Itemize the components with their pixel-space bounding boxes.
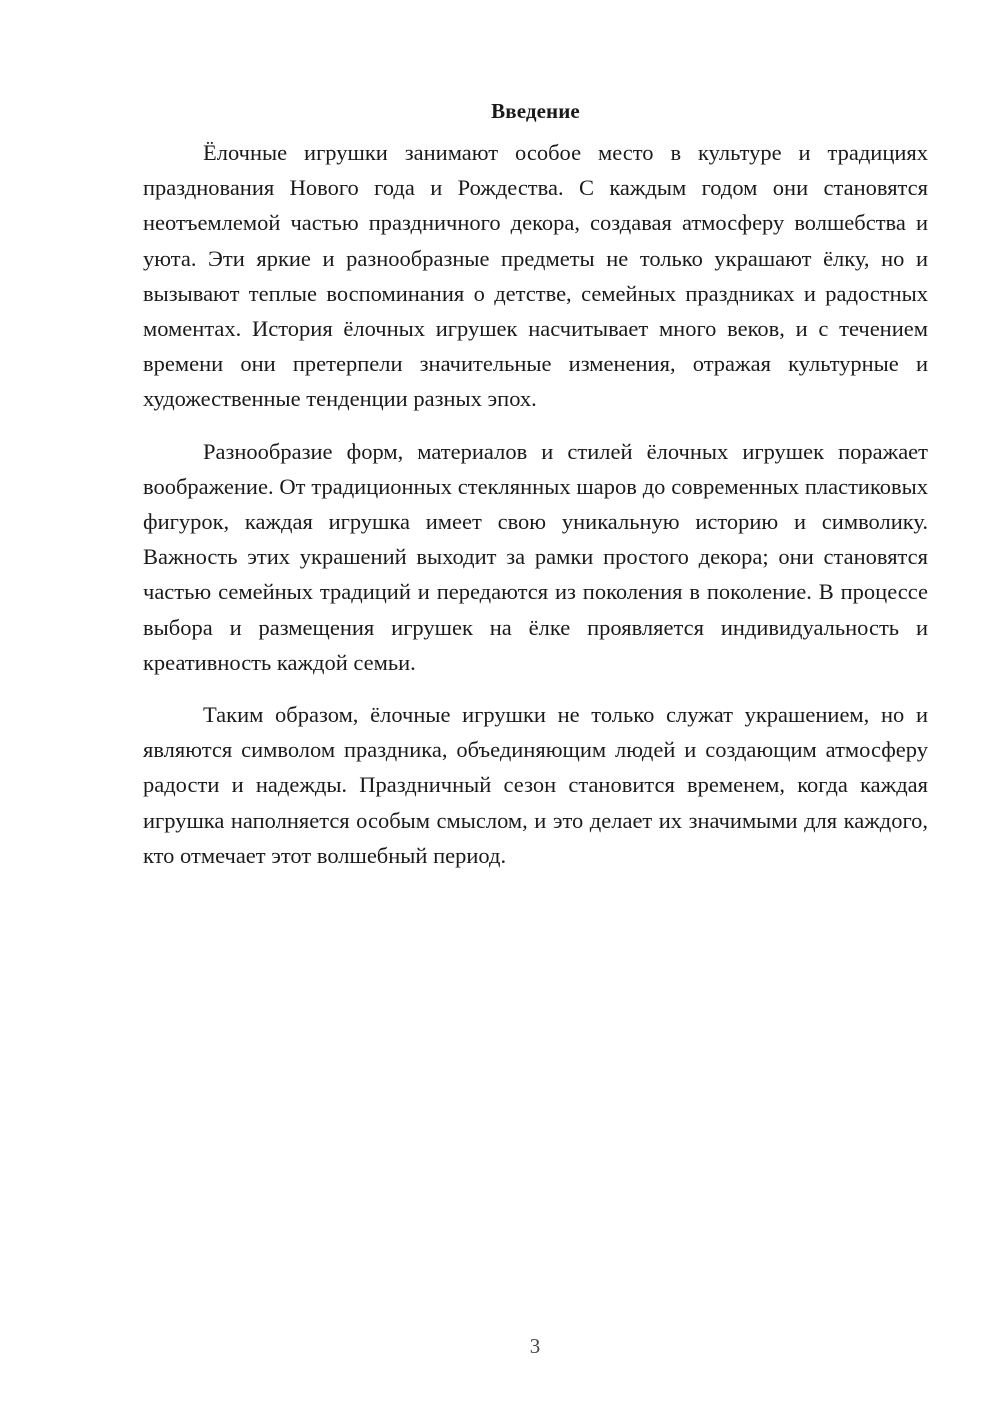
page-content — [143, 94, 928, 873]
section-heading: Введение — [491, 99, 580, 123]
page-number: 3 — [529, 1334, 541, 1358]
paragraph-2: Разнообразие форм, материалов и стилей ёлочных игрушек поражает воображение. От традиционных стеклянных шаров до современных пластиковых фигурок, каждая игрушка имеет свою уникальную историю и символику. Важность этих украшений выходит за рамки простого декора; они становятся частью семейных традиций и передаются из поколения в поколение. В процессе выбора и размещения игрушек на ёлке проявляется индивидуальность и креативность каждой семьи. — [143, 438, 928, 675]
paragraph-3: Таким образом, ёлочные игрушки не только служат украшением, но и являются символом праздника, объединяющим людей и создающим атмосферу радости и надежды. Праздничный сезон становится временем, когда каждая игрушка наполняется особым смыслом, и это делает их значимыми для каждого, кто отмечает этот волшебный период. — [143, 702, 928, 868]
paragraph-1: Ёлочные игрушки занимают особое место в культуре и традициях празднования Нового года и Рождества. С каждым годом они становятся неотъемлемой частью праздничного декора, создавая атмосферу волшебства и уюта. Эти яркие и разнообразные предметы не только украшают ёлку, но и вызывают теплые воспоминания о детстве, семейных праздниках и радостных моментах. История ёлочных игрушек насчитывает много веков, и с течением времени они претерпели значительные изменения, отражая культурные и художественные тенденции разных эпох. — [143, 140, 928, 412]
